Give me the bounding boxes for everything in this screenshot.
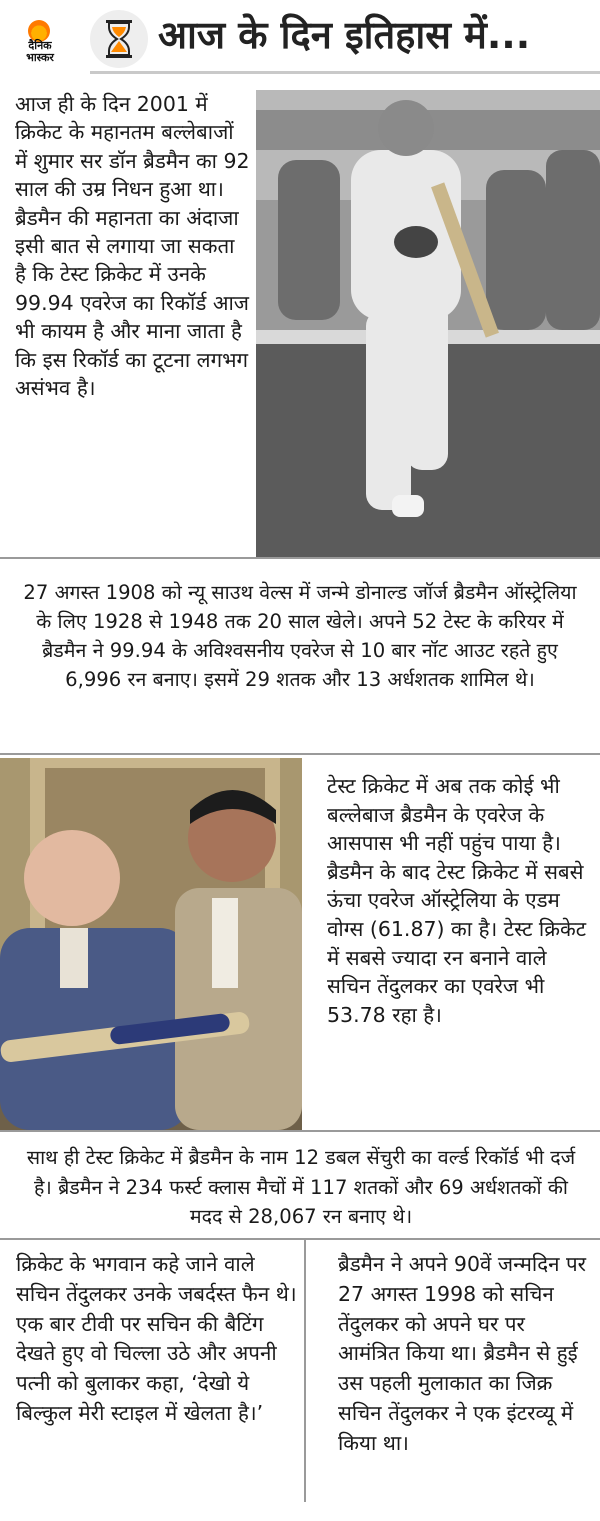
average-paragraph: टेस्ट क्रिकेट में अब तक कोई भी बल्लेबाज ब्रैडमैन के एवरेज के आसपास भी नहीं पहुंच पाया है। ब्रैडमैन के बाद टेस्ट क्रिकेट में सबसे ऊंचा एवरेज ऑस्ट्रेलिया के एडम वोग्स (61.87) का है। टेस्ट क्रिकेट में सबसे ज्यादा रन बनाने वाले सचिन तेंदुलकर का एवरेज भी 53.78 रहा है। bbox=[327, 774, 587, 1027]
hourglass-badge bbox=[90, 10, 148, 68]
bradman-sachin-photo bbox=[0, 758, 302, 1130]
section-divider bbox=[0, 753, 600, 755]
page-title: आज के दिन इतिहास में... bbox=[158, 13, 531, 57]
section-divider bbox=[0, 557, 600, 559]
fan-paragraph: क्रिकेट के भगवान कहे जाने वाले सचिन तेंदुलकर उनके जबर्दस्त फैन थे। एक बार टीवी पर सचिन की बैटिंग देखते हुए वो चिल्ला उठे और अपनी पत्नी को बुलाकर कहा, ‘देखो ये बिल्कुल मेरी स्टाइल में खेलता है।’ bbox=[16, 1252, 297, 1425]
logo-text: दैनिक भास्कर bbox=[26, 39, 54, 64]
bradman-batting-photo bbox=[256, 90, 600, 558]
intro-paragraph: आज ही के दिन 2001 में क्रिकेट के महानतम बल्लेबाजों में शुमार सर डॉन ब्रैडमैन का 92 साल की उम्र निधन हुआ था। ब्रैडमैन की महानता का अंदाजा इसी बात से लगाया जा सकता है कि टेस्ट क्रिकेट में उनके 99.94 एवरेज का रिकॉर्ड आज भी कायम है और माना जाता है कि इस रिकॉर्ड का टूटना लगभग असंभव है। bbox=[15, 92, 250, 401]
bradman-sachin-illustration bbox=[0, 758, 302, 1130]
career-paragraph: 27 अगस्त 1908 को न्यू साउथ वेल्स में जन्मे डोनाल्ड जॉर्ज ब्रैडमैन ऑस्ट्रेलिया के लिए 1928 से 1948 तक 20 साल खेले। अपने 52 टेस्ट के करियर में ब्रैडमैन ने 99.94 के अविश्वसनीय एवरेज से 10 बार नॉट आउट रहते हुए 6,996 रन बनाए। इसमें 29 शतक और 13 अर्धशतक शामिल थे। bbox=[23, 581, 577, 691]
section-divider bbox=[0, 1130, 600, 1132]
bradman-batting-illustration bbox=[256, 90, 600, 558]
header bbox=[0, 0, 600, 80]
section-divider bbox=[0, 1238, 600, 1240]
dainik-bhaskar-logo bbox=[14, 20, 66, 68]
hourglass-icon bbox=[104, 19, 134, 59]
meeting-paragraph: ब्रैडमैन ने अपने 90वें जन्मदिन पर 27 अगस्त 1998 को सचिन तेंदुलकर को अपने घर पर आमंत्रित किया था। ब्रैडमैन से हुई उस पहली मुलाकात का जिक्र सचिन तेंदुलकर ने एक इंटरव्यू में किया था। bbox=[338, 1252, 587, 1455]
column-divider bbox=[304, 1240, 306, 1502]
records-paragraph: साथ ही टेस्ट क्रिकेट में ब्रैडमैन के नाम 12 डबल सेंचुरी का वर्ल्ड रिकॉर्ड भी दर्ज है। ब्रैडमैन ने 234 फर्स्ट क्लास मैचों में 117 शतकों और 69 अर्धशतकों की मदद से 28,067 रन बनाए थे। bbox=[26, 1146, 576, 1228]
title-underline bbox=[90, 71, 600, 74]
